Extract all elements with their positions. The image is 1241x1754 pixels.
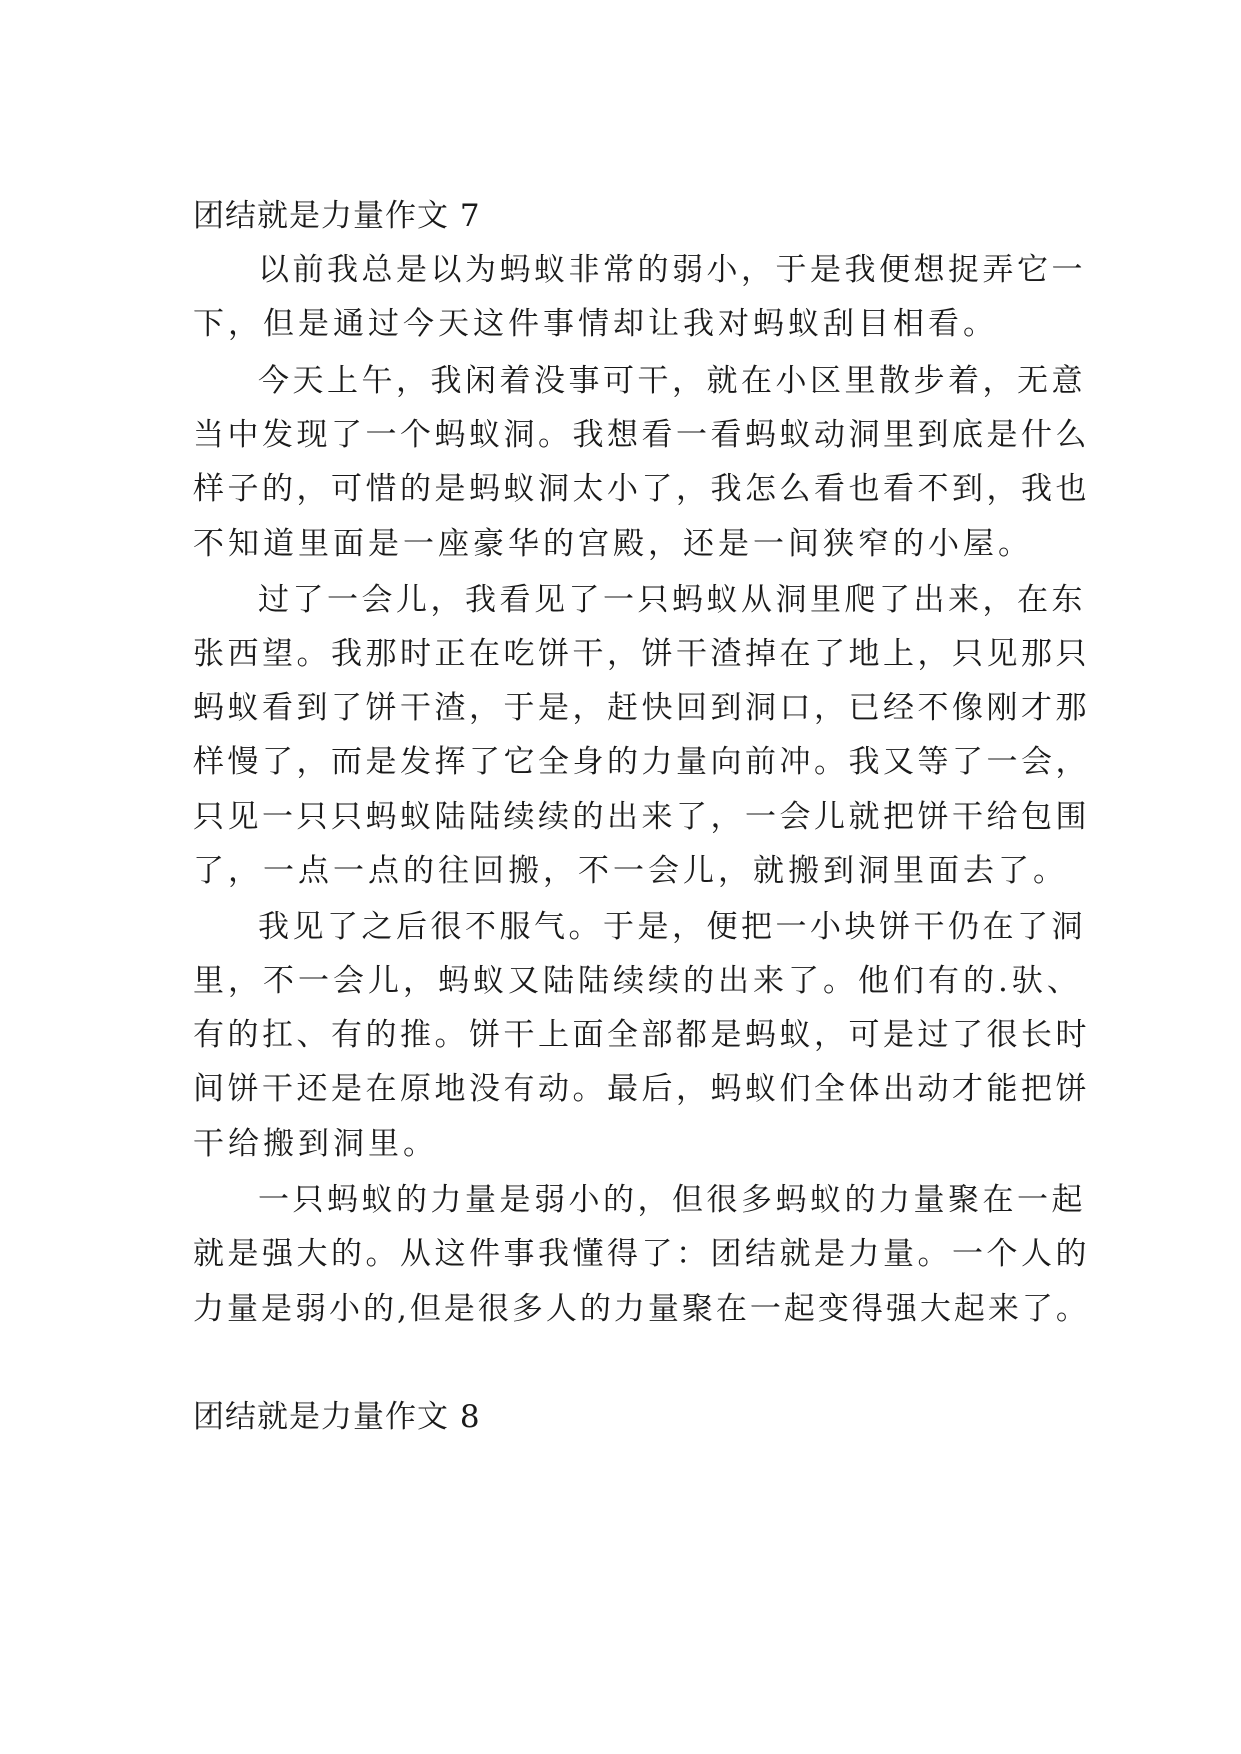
essay-7-heading: 团结就是力量作文 7	[193, 198, 481, 234]
paragraph-3-line-6: 了，一点一点的往回搬，不一会儿，就搬到洞里面去了。	[193, 853, 1068, 889]
essay-8-heading: 团结就是力量作文 8	[193, 1399, 481, 1435]
paragraph-3-line-4: 样慢了，而是发挥了它全身的力量向前冲。我又等了一会，	[193, 744, 1090, 780]
paragraph-5-line-2: 就是强大的。从这件事我懂得了：团结就是力量。一个人的	[193, 1236, 1090, 1272]
paragraph-4-line-3: 有的扛、有的推。饼干上面全部都是蚂蚁，可是过了很长时	[193, 1017, 1090, 1053]
paragraph-3-line-5: 只见一只只蚂蚁陆陆续续的出来了，一会儿就把饼干给包围	[193, 799, 1090, 835]
paragraph-4-line-2: 里，不一会儿，蚂蚁又陆陆续续的出来了。他们有的.驮、	[193, 963, 1082, 999]
paragraph-2-line-1: 今天上午，我闲着没事可干，就在小区里散步着，无意	[258, 363, 1086, 399]
paragraph-3-line-1: 过了一会儿，我看见了一只蚂蚁从洞里爬了出来，在东	[258, 582, 1086, 618]
paragraph-3-line-3: 蚂蚁看到了饼干渣，于是，赶快回到洞口，已经不像刚才那	[193, 690, 1090, 726]
paragraph-2-line-3: 样子的，可惜的是蚂蚁洞太小了，我怎么看也看不到，我也	[193, 471, 1090, 507]
paragraph-2-line-4: 不知道里面是一座豪华的宫殿，还是一间狭窄的小屋。	[193, 526, 1033, 562]
paragraph-4-line-4: 间饼干还是在原地没有动。最后，蚂蚁们全体出动才能把饼	[193, 1071, 1090, 1107]
paragraph-2-line-2: 当中发现了一个蚂蚁洞。我想看一看蚂蚁动洞里到底是什么	[193, 417, 1090, 453]
paragraph-5-line-1: 一只蚂蚁的力量是弱小的，但很多蚂蚁的力量聚在一起	[258, 1182, 1086, 1218]
paragraph-1-line-1: 以前我总是以为蚂蚁非常的弱小，于是我便想捉弄它一	[258, 252, 1086, 288]
paragraph-5-line-3: 力量是弱小的,但是很多人的力量聚在一起变得强大起来了。	[193, 1291, 1090, 1327]
paragraph-4-line-1: 我见了之后很不服气。于是，便把一小块饼干仍在了洞	[258, 909, 1086, 945]
paragraph-3-line-2: 张西望。我那时正在吃饼干，饼干渣掉在了地上，只见那只	[193, 636, 1090, 672]
paragraph-4-line-5: 干给搬到洞里。	[193, 1126, 438, 1162]
paragraph-1-line-2: 下，但是通过今天这件事情却让我对蚂蚁刮目相看。	[193, 306, 998, 342]
